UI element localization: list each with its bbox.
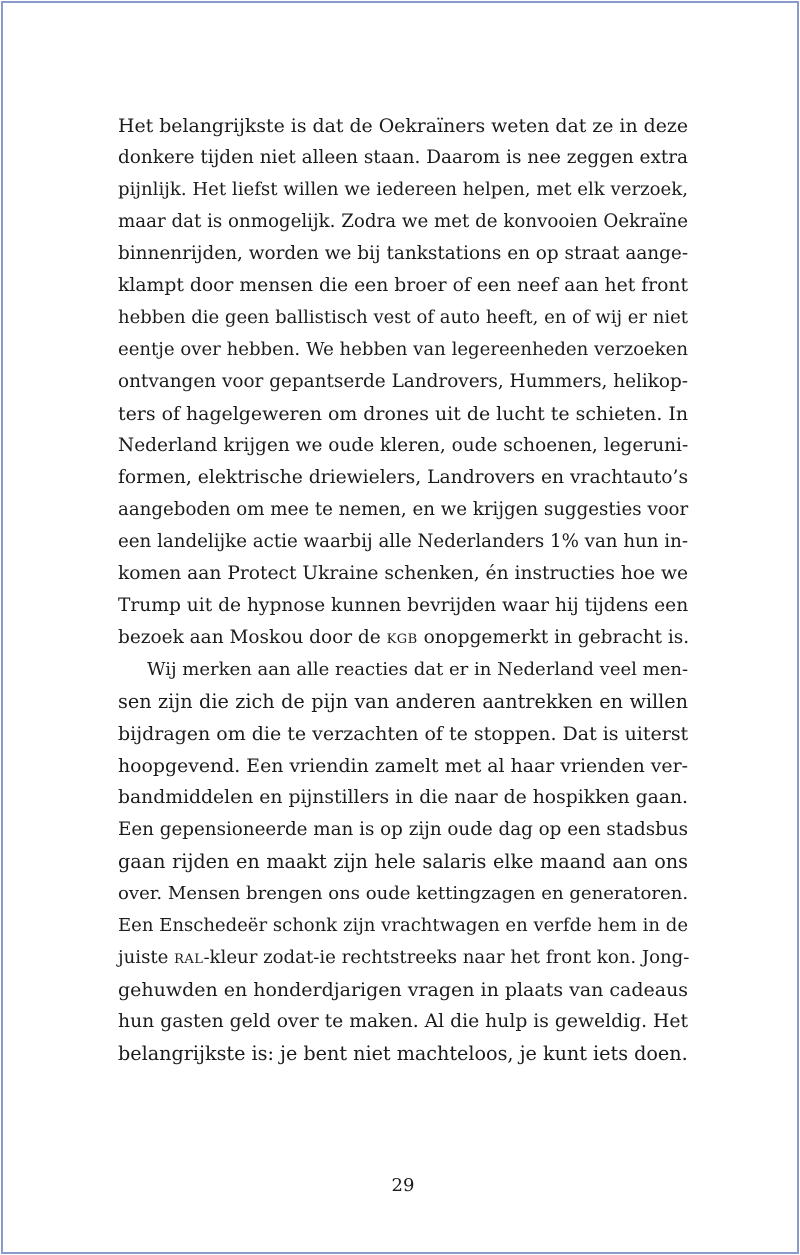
text-line: gaan rijden en maakt zijn hele salaris elke maand aan ons bbox=[118, 850, 688, 873]
text-line: Een gepensioneerde man is op zijn oude dag op een stadsbus bbox=[118, 819, 688, 840]
text-line: hoopgevend. Een vriendin zamelt met al haar vrienden ver- bbox=[118, 755, 688, 777]
abbreviation-ral: ral bbox=[174, 947, 204, 968]
text-line bbox=[118, 942, 688, 974]
text-line: Een Enschedeër schonk zijn vrachtwagen en verfde hem in de bbox=[118, 915, 688, 936]
text-line: komen aan Protect Ukraine schenken, én instructies hoe we bbox=[118, 563, 689, 584]
page-number: 29 bbox=[391, 1175, 415, 1196]
book-page bbox=[1, 1, 799, 1254]
text-line: binnenrijden, worden we bij tankstations en op straat aange- bbox=[118, 243, 689, 264]
text-line: bandmiddelen en pijnstillers in die naar de hospikken gaan. bbox=[118, 787, 688, 808]
text-line: Nederland krijgen we oude kleren, oude schoenen, legeruni- bbox=[118, 435, 689, 456]
text-line: formen, elektrische driewielers, Landrovers en vrachtauto’s bbox=[118, 467, 689, 488]
text-line: Trump uit de hypnose kunnen bevrijden waar hij tijdens een bbox=[118, 595, 689, 616]
text-line: aangeboden om mee te nemen, en we krijgen suggesties voor bbox=[118, 499, 689, 520]
text-fragment: bezoek aan Moskou door de bbox=[118, 627, 387, 648]
text-line: eentje over hebben. We hebben van legereenheden verzoeken bbox=[118, 339, 688, 360]
text-line: Het belangrijkste is dat de Oekraïners weten dat ze in deze bbox=[118, 115, 688, 137]
text-line: klampt door mensen die een broer of een neef aan het front bbox=[118, 275, 689, 296]
text-line: een landelijke actie waarbij alle Nederlanders 1% van hun in- bbox=[118, 531, 688, 552]
text-line: belangrijkste is: je bent niet machteloos, je kunt iets doen. bbox=[118, 1042, 688, 1065]
text-line: bijdragen om die te verzachten of te stoppen. Dat is uiterst bbox=[118, 723, 689, 745]
text-fragment: onopgemerkt in gebracht is. bbox=[417, 627, 690, 648]
text-line: donkere tijden niet alleen staan. Daarom is nee zeggen extra bbox=[118, 147, 688, 168]
text-line: ontvangen voor gepantserde Landrovers, Hummers, helikop- bbox=[118, 371, 688, 392]
text-line: over. Mensen brengen ons oude kettingzagen en generatoren. bbox=[118, 883, 689, 904]
text-line: gehuwden en honderdjarigen vragen in plaats van cadeaus bbox=[118, 979, 689, 1001]
text-fragment: -kleur zodat-ie rechtstreeks naar het front kon. Jong- bbox=[203, 947, 690, 968]
abbreviation-kgb: kgb bbox=[386, 627, 418, 648]
text-line: ters of hagelgeweren om drones uit de lucht te schieten. In bbox=[118, 403, 689, 425]
text-line: hebben die geen ballistisch vest of auto heeft, en of wij er niet bbox=[118, 307, 688, 328]
body-text bbox=[118, 110, 688, 1070]
text-line: pijnlijk. Het liefst willen we iedereen helpen, met elk verzoek, bbox=[118, 179, 688, 200]
text-fragment: juiste bbox=[118, 947, 175, 968]
text-line: Wij merken aan alle reacties dat er in Nederland veel men- bbox=[147, 659, 689, 680]
text-line: maar dat is onmogelijk. Zodra we met de konvooien Oekraïne bbox=[118, 211, 688, 232]
text-line bbox=[118, 622, 688, 654]
text-line: hun gasten geld over te maken. Al die hulp is geweldig. Het bbox=[118, 1011, 689, 1032]
text-line: sen zijn die zich de pijn van anderen aantrekken en willen bbox=[118, 690, 688, 713]
